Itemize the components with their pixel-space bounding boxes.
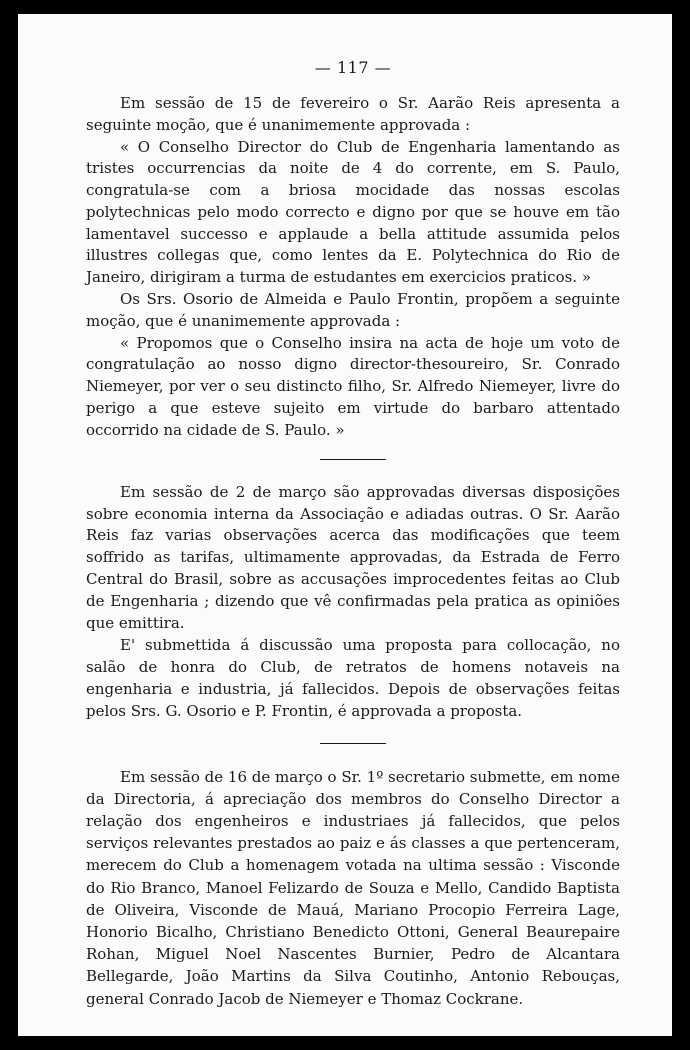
book-page (18, 14, 672, 1036)
section-marco-2 (86, 482, 620, 723)
paragraph: Os Srs. Osorio de Almeida e Paulo Frontin, propõem a seguinte moção, que é unanimemente approvada : (86, 290, 620, 330)
paragraph: « O Conselho Director do Club de Engenharia lamentando as tristes occurrencias da noite de 4 do corrente, em S. Paulo, congratula-se com a briosa mocidade das nossas escolas polytechnicas pelo modo correcto e digno por que se houve em tão lamentavel successo e applaude a bella attitude assumida pelos illustres collegas que, como lentes da E. Polytechnica do Rio de Janeiro, dirigiram a turma de estudantes em exercicios praticos. » (86, 137, 620, 287)
paragraph: Em sessão de 16 de março o Sr. 1º secretario submette, em nome da Directoria, á apreciação dos membros do Conselho Director a relação dos engenheiros e industriaes já fallecidos, que pelos serviços relevantes prestados ao paiz e ás classes a que pertenceram, merecem do Club a homenagem votada na ultima sessão : Visconde do Rio Branco, Manoel Felizardo de Souza e Mello, Candido Baptista de Oliveira, Visconde de Mauá, Mariano Procopio Ferreira Lage, Honorio Bicalho, Christiano Benedicto Ottoni, General Beaurepaire Rohan, Miguel Noel Nascentes Burnier, Pedro de Alcantara Bellegarde, João Martins da Silva Coutinho, Antonio Rebouças, general Conrado Jacob de Niemeyer e Thomaz Cockrane. (86, 767, 620, 1008)
page-content (86, 57, 620, 1010)
paragraph: E' submettida á discussão uma proposta para collocação, no salão de honra do Club, de retratos de homens notaveis na engenharia e industria, já fallecidos. Depois de observações feitas pelos Srs. G. Osorio e P. Frontin, é approvada a proposta. (86, 636, 620, 720)
section-fevereiro-15 (86, 93, 620, 442)
section-divider (320, 459, 386, 460)
section-marco-16 (86, 766, 620, 1010)
paragraph: « Propomos que o Conselho insira na acta de hoje um voto de congratulação ao nosso digno director-thesoureiro, Sr. Conrado Niemeyer, por ver o seu distincto filho, Sr. Alfredo Niemeyer, livre do perigo a que esteve sujeito em virtude do barbaro attentado occorrido na cidade de S. Paulo. » (86, 333, 620, 439)
section-divider (320, 743, 386, 744)
paragraph: Em sessão de 15 de fevereiro o Sr. Aarão Reis apresenta a seguinte moção, que é unanimemente approvada : (86, 93, 620, 134)
paragraph: Em sessão de 2 de março são approvadas diversas disposições sobre economia interna da Associação e adiadas outras. O Sr. Aarão Reis faz varias observações acerca das modificações que teem soffrido as tarifas, ultimamente approvadas, da Estrada de Ferro Central do Brasil, sobre as accusações improcedentes feitas ao Club de Engenharia ; dizendo que vê confirmadas pela pratica as opiniões que emittira. (86, 482, 620, 633)
page-number: — 117 — (314, 58, 392, 77)
